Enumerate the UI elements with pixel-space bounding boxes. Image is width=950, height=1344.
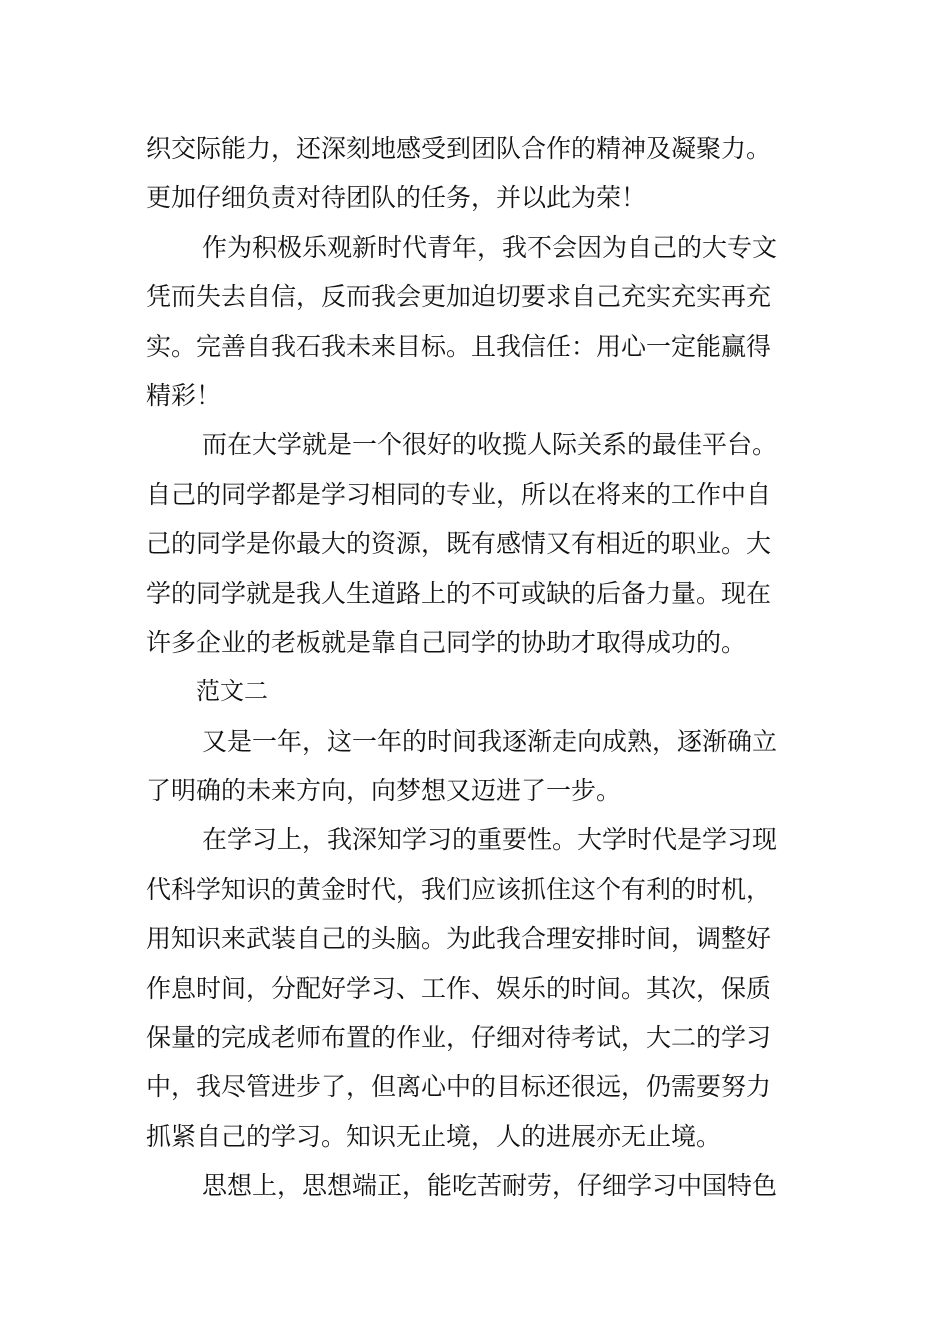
text-line: 凭而失去自信，反而我会更加迫切要求自己充实充实再充 — [146, 282, 772, 312]
paragraph-start-line: 又是一年，这一年的时间我逐渐走向成熟，逐渐确立 — [202, 726, 778, 756]
text-line: 学的同学就是我人生道路上的不可或缺的后备力量。现在 — [146, 578, 772, 608]
text-line: 更加仔细负责对待团队的任务，并以此为荣！ — [146, 183, 647, 213]
text-line: 保量的完成老师布置的作业，仔细对待考试，大二的学习 — [146, 1023, 772, 1053]
paragraph-start-line: 而在大学就是一个很好的收揽人际关系的最佳平台。 — [202, 430, 778, 460]
section-heading: 范文二 — [196, 677, 268, 706]
text-line: 许多企业的老板就是靠自己同学的协助才取得成功的。 — [146, 627, 747, 657]
text-line: 己的同学是你最大的资源，既有感情又有相近的职业。大 — [146, 529, 772, 559]
paragraph-start-line: 思想上，思想端正，能吃苦耐劳，仔细学习中国特色 — [202, 1171, 778, 1201]
text-line: 织交际能力，还深刻地感受到团队合作的精神及凝聚力。 — [146, 134, 772, 163]
paragraph-start-line: 在学习上，我深知学习的重要性。大学时代是学习现 — [202, 825, 778, 855]
text-line: 抓紧自己的学习。知识无止境，人的进展亦无止境。 — [146, 1121, 722, 1151]
paragraph-start-line: 作为积极乐观新时代青年，我不会因为自己的大专文 — [202, 232, 778, 262]
text-line: 了明确的未来方向，向梦想又迈进了一步。 — [146, 776, 622, 806]
text-line: 实。完善自我石我未来目标。且我信任：用心一定能赢得 — [146, 331, 772, 361]
text-line: 代科学知识的黄金时代，我们应该抓住这个有利的时机， — [146, 874, 772, 904]
text-line: 自己的同学都是学习相同的专业，所以在将来的工作中自 — [146, 479, 772, 509]
document-body — [146, 124, 816, 1211]
text-line: 精彩！ — [146, 380, 222, 410]
text-line: 作息时间，分配好学习、工作、娱乐的时间。其次，保质 — [146, 973, 772, 1003]
text-line: 用知识来武装自己的头脑。为此我合理安排时间，调整好 — [146, 924, 772, 954]
text-line: 中，我尽管进步了，但离心中的目标还很远，仍需要努力 — [146, 1072, 772, 1102]
